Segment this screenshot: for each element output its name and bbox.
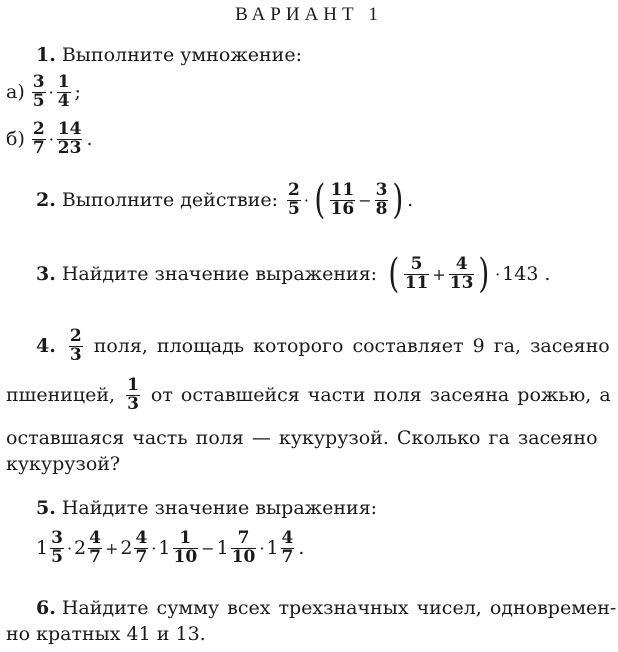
multiply-dot: · <box>303 190 309 210</box>
fraction: $\frac{4}{7}$ <box>89 528 101 567</box>
task-4-text-1: поля, площадь которого составляет 9 га, засеяно <box>93 335 610 358</box>
fraction: $\frac{5}{11}$ <box>404 253 429 293</box>
task-4-text-2b: от оставшейся части поля засеяна рожью, а <box>150 384 611 407</box>
punctuation: ; <box>74 81 81 104</box>
multiply-dot: · <box>48 129 54 149</box>
multiply-dot: · <box>66 538 73 558</box>
task-1-number: 1. <box>36 44 56 66</box>
multiply-dot: · <box>259 538 265 558</box>
fraction: $\frac{4}{7}$ <box>281 528 294 567</box>
minus-sign: − <box>358 190 372 210</box>
whole-part: 2 <box>74 537 87 560</box>
task-4-text-3: оставшаяся часть поля — кукурузой. Сколько га засеяно <box>6 427 598 449</box>
close-paren: ) <box>392 177 404 223</box>
task-4-line-1 <box>36 328 608 365</box>
task-5-text: Найдите значение выражения: <box>61 497 378 519</box>
task-4-text-2a: пшеницей, <box>6 384 116 407</box>
whole-part: 1 <box>216 537 229 560</box>
fraction: $\frac{14}{23}$ <box>57 119 82 158</box>
punctuation: . <box>544 263 551 285</box>
task-5-number: 5. <box>36 497 56 519</box>
fraction: $\frac{11}{16}$ <box>330 179 355 219</box>
minus-sign: − <box>201 538 215 558</box>
task-1-part-b <box>6 121 93 158</box>
task-4-line-4 <box>6 453 120 475</box>
task-4-line-2 <box>6 377 610 414</box>
fraction: $\frac{4}{7}$ <box>135 528 148 567</box>
fraction: $\frac{1}{4}$ <box>57 72 70 111</box>
variant-title: ВАРИАНТ 1 <box>235 4 383 25</box>
part-b-label: б) <box>6 128 25 151</box>
task-3-text: Найдите значение выражения: <box>61 263 378 285</box>
fraction: $\frac{2}{5}$ <box>288 179 300 219</box>
task-6-line-1 <box>36 597 616 619</box>
whole-part: 1 <box>36 537 49 560</box>
open-paren: ( <box>388 251 400 297</box>
task-1-heading <box>36 44 302 66</box>
punctuation: . <box>298 537 305 560</box>
task-4-number: 4. <box>36 335 56 358</box>
task-6-line-2 <box>6 623 206 645</box>
punctuation: . <box>407 189 414 211</box>
task-6-text-2: но кратных 41 и 13. <box>6 623 206 645</box>
multiplier: 143 <box>502 263 539 285</box>
task-1-part-a <box>6 74 81 111</box>
fraction: $\frac{2}{7}$ <box>32 119 45 158</box>
whole-part: 2 <box>120 537 133 560</box>
task-1-text: Выполните умножение: <box>61 44 302 66</box>
task-6-text-1: Найдите сумму всех трехзначных чисел, одновремен- <box>61 597 617 619</box>
whole-part: 1 <box>158 537 171 560</box>
fraction: $\frac{3}{8}$ <box>375 179 388 219</box>
punctuation: . <box>86 128 93 151</box>
fraction: $\frac{1}{3}$ <box>127 375 139 414</box>
task-4-text-4: кукурузой? <box>6 453 121 475</box>
multiply-dot: · <box>495 264 501 284</box>
task-3 <box>36 251 551 297</box>
close-paren: ) <box>478 251 490 297</box>
task-3-number: 3. <box>36 263 56 285</box>
fraction: $\frac{4}{13}$ <box>449 253 474 293</box>
fraction: $\frac{2}{3}$ <box>69 326 82 365</box>
multiply-dot: · <box>151 538 157 558</box>
fraction: $\frac{1}{10}$ <box>173 528 198 567</box>
whole-part: 1 <box>266 537 279 560</box>
fraction: $\frac{3}{5}$ <box>32 72 45 111</box>
part-a-label: а) <box>6 81 25 104</box>
task-2 <box>36 177 414 223</box>
fraction: $\frac{7}{10}$ <box>231 528 256 567</box>
plus-sign: + <box>104 538 119 558</box>
task-2-number: 2. <box>36 189 56 211</box>
plus-sign: + <box>432 264 446 284</box>
task-5-expression <box>36 530 304 567</box>
open-paren: ( <box>314 177 326 223</box>
task-6-number: 6. <box>36 597 56 619</box>
task-2-text: Выполните действие: <box>61 189 278 211</box>
fraction: $\frac{3}{5}$ <box>51 528 63 567</box>
task-5-heading <box>36 497 377 519</box>
task-4-line-3 <box>6 427 598 449</box>
multiply-dot: · <box>48 82 54 102</box>
